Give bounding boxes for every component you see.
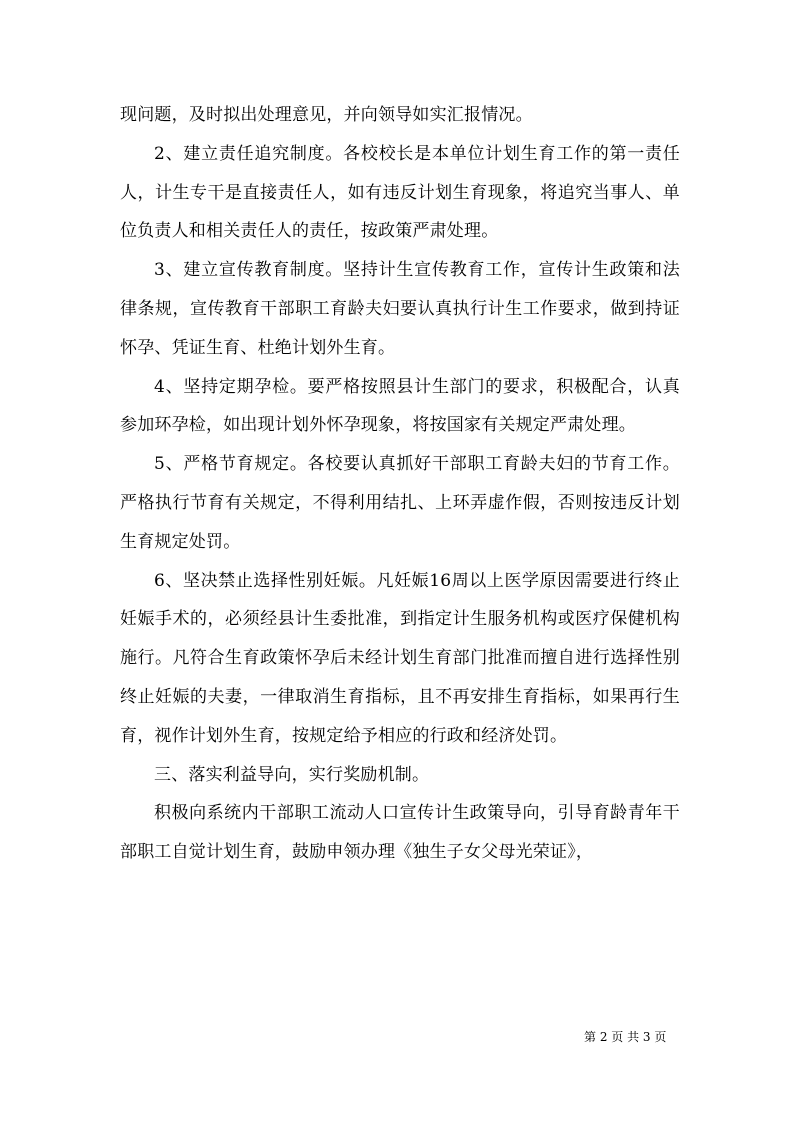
paragraph-regular-checkup: 4、坚持定期孕检。要严格按照县计生部门的要求，积极配合，认真参加环孕检，如出现计划外怀孕现象，将按国家有关规定严肃处理。: [120, 376, 680, 436]
paragraph-continuation: 现问题，及时拟出处理意见，并向领导如实汇报情况。: [120, 105, 533, 125]
section-heading-incentives: 三、落实利益导向，实行奖励机制。: [154, 764, 430, 785]
document-body: [120, 96, 680, 872]
paragraph-sex-selection-ban: 6、坚决禁止选择性别妊娠。凡妊娠16周以上医学原因需要进行终止妊娠手术的，必须经县计生委批准，到指定计生服务机构或医疗保健机构施行。凡符合生育政策怀孕后未经计划生育部门批准而擅自进行选择性别终止妊娠的夫妻，一律取消生育指标，且不再安排生育指标，如果再行生育，视作计划外生育，按规定给予相应的行政和经济处罚。: [120, 570, 680, 746]
paragraph-education-system: 3、建立宣传教育制度。坚持计生宣传教育工作，宣传计生政策和法律条规，宣传教育干部职工育龄夫妇要认真执行计生工作要求，做到持证怀孕、凭证生育、杜绝计划外生育。: [120, 260, 680, 358]
paragraph-accountability-system: 2、建立责任追究制度。各校校长是本单位计划生育工作的第一责任人，计生专干是直接责任人，如有违反计划生育现象，将追究当事人、单位负责人和相关责任人的责任，按政策严肃处理。: [120, 143, 680, 242]
page-number-text: 第 2 页 共 3 页: [584, 1030, 667, 1044]
paragraph-contraception-rules: 5、严格节育规定。各校要认真抓好干部职工育龄夫妇的节育工作。严格执行节育有关规定，不得利用结扎、上环弄虚作假，否则按违反计划生育规定处罚。: [120, 454, 680, 552]
page-number-footer: [584, 1029, 666, 1045]
paragraph-incentive-guidance: 积极向系统内干部职工流动人口宣传计生政策导向，引导育龄青年干部职工自觉计划生育，鼓励申领办理《独生子女父母光荣证》，: [120, 803, 680, 863]
